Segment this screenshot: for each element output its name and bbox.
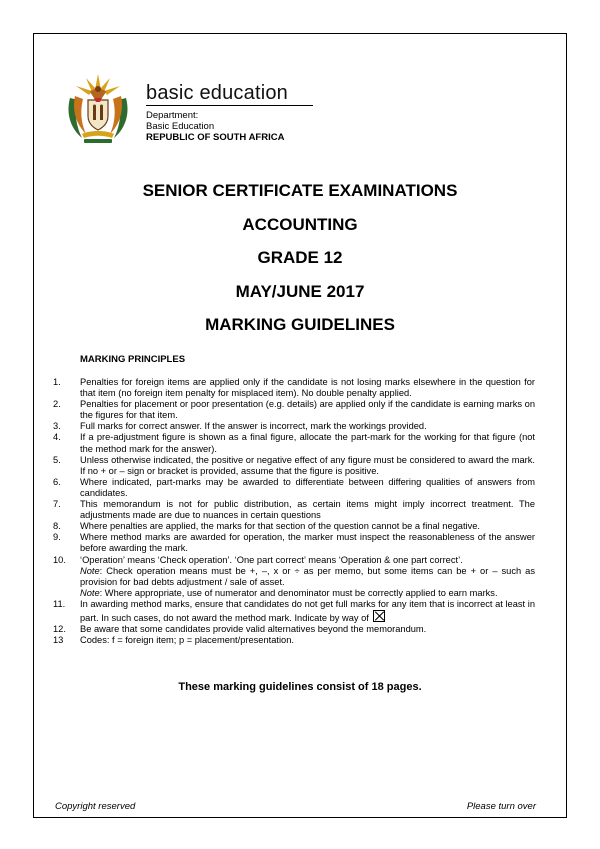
subject-title: ACCOUNTING	[242, 215, 358, 234]
grade-title: GRADE 12	[257, 248, 343, 267]
item-number: 12.	[53, 624, 66, 635]
item-text: Be aware that some candidates provide valid alternatives beyond the memorandum.	[80, 624, 427, 635]
item-number: 2.	[53, 399, 61, 410]
item-number: 10.	[53, 554, 66, 565]
item-number: 13	[53, 635, 64, 646]
item-text: Where penalties are applied, the marks for that section of the question cannot be a final negative.	[80, 521, 481, 532]
page-count-note: These marking guidelines consist of 18 pages.	[178, 681, 422, 693]
list-item	[53, 532, 535, 554]
exam-title: SENIOR CERTIFICATE EXAMINATIONS	[142, 181, 458, 200]
department-label: Department:	[146, 110, 199, 121]
brand-name: basic education	[146, 82, 288, 104]
item-number: 3.	[53, 421, 61, 432]
department-block	[146, 110, 313, 143]
item-number: 8.	[53, 521, 61, 532]
item-text: Penalties for placement or poor presentation (e.g. details) are applied only if the candidate is earning marks on the figures for that item.	[80, 399, 535, 421]
list-item	[53, 599, 535, 624]
list-item	[53, 377, 535, 399]
session-title: MAY/JUNE 2017	[235, 282, 365, 301]
item-text: Full marks for correct answer. If the answer is incorrect, mark the workings provided.	[80, 421, 427, 432]
list-item	[53, 421, 535, 432]
item-text-block	[80, 599, 535, 624]
item-text: Where method marks are awarded for operation, the marker must inspect the reasonableness of the answer before awarding the mark.	[80, 532, 535, 554]
department-name: Basic Education	[146, 121, 215, 132]
item-number: 9.	[53, 532, 61, 543]
item-text: Where indicated, part-marks may be awarded to differentiate between differing qualities of answers from candidates.	[80, 476, 535, 498]
list-item	[53, 521, 535, 532]
item-text: If a pre-adjustment figure is shown as a final figure, allocate the part-mark for the working for that figure (not the method mark for the answer).	[80, 432, 535, 454]
list-item	[53, 555, 535, 599]
principles-list	[53, 377, 535, 646]
copyright-footer: Copyright reserved	[55, 801, 136, 812]
document-type-title: MARKING GUIDELINES	[205, 315, 395, 334]
item-text: Codes: f = foreign item; p = placement/presentation.	[80, 635, 294, 646]
item-text: Unless otherwise indicated, the positive or negative effect of any figure must be considered to award the mark. If no + or – sign or bracket is provided, assume that the figure is positive.	[80, 454, 535, 476]
brand-underline	[146, 105, 313, 106]
note-label: Note	[80, 587, 100, 598]
list-item	[53, 635, 535, 646]
list-item	[53, 477, 535, 499]
note-label: Note	[80, 565, 100, 576]
republic-name: REPUBLIC OF SOUTH AFRICA	[146, 132, 285, 143]
item-number: 11.	[53, 598, 66, 609]
item-number: 7.	[53, 499, 61, 510]
item-text: In awarding method marks, ensure that candidates do not get full marks for any item that is incorrect at least in part. In such cases, do not award the method mark. Indicate by way of	[80, 598, 535, 623]
item-number: 6.	[53, 476, 61, 487]
list-item	[53, 455, 535, 477]
list-item	[53, 432, 535, 454]
turn-over-footer: Please turn over	[466, 801, 536, 812]
note-text: : Where appropriate, use of numerator and denominator must be correctly applied to earn marks.	[99, 587, 498, 598]
item-text: Penalties for foreign items are applied only if the candidate is not losing marks elsewhere in the question for that item (no foreign item penalty for misplaced item). No double penalty applied.	[80, 377, 535, 399]
cross-box-icon	[373, 610, 385, 622]
item-number: 4.	[53, 432, 61, 443]
coat-of-arms-icon	[62, 68, 134, 148]
principles-title: MARKING PRINCIPLES	[80, 354, 186, 365]
list-item	[53, 499, 535, 521]
list-item	[53, 399, 535, 421]
item-text: This memorandum is not for public distribution, as certain items might imply incorrect treatment. The adjustments made are due to nuances in certain questions	[80, 499, 535, 521]
item-text-block	[80, 555, 535, 599]
brand-block	[146, 82, 313, 143]
note-text: : Check operation means must be +, –, x or ÷ as per memo, but some items can be + or – such as provision for bad debts adjustment / sale of asset.	[80, 565, 535, 587]
list-item	[53, 624, 535, 635]
item-text: ‘Operation’ means ‘Check operation’. ‘One part correct’ means ‘Operation & one part correct’.	[80, 554, 463, 565]
item-number: 1.	[53, 377, 61, 387]
item-number: 5.	[53, 454, 61, 465]
